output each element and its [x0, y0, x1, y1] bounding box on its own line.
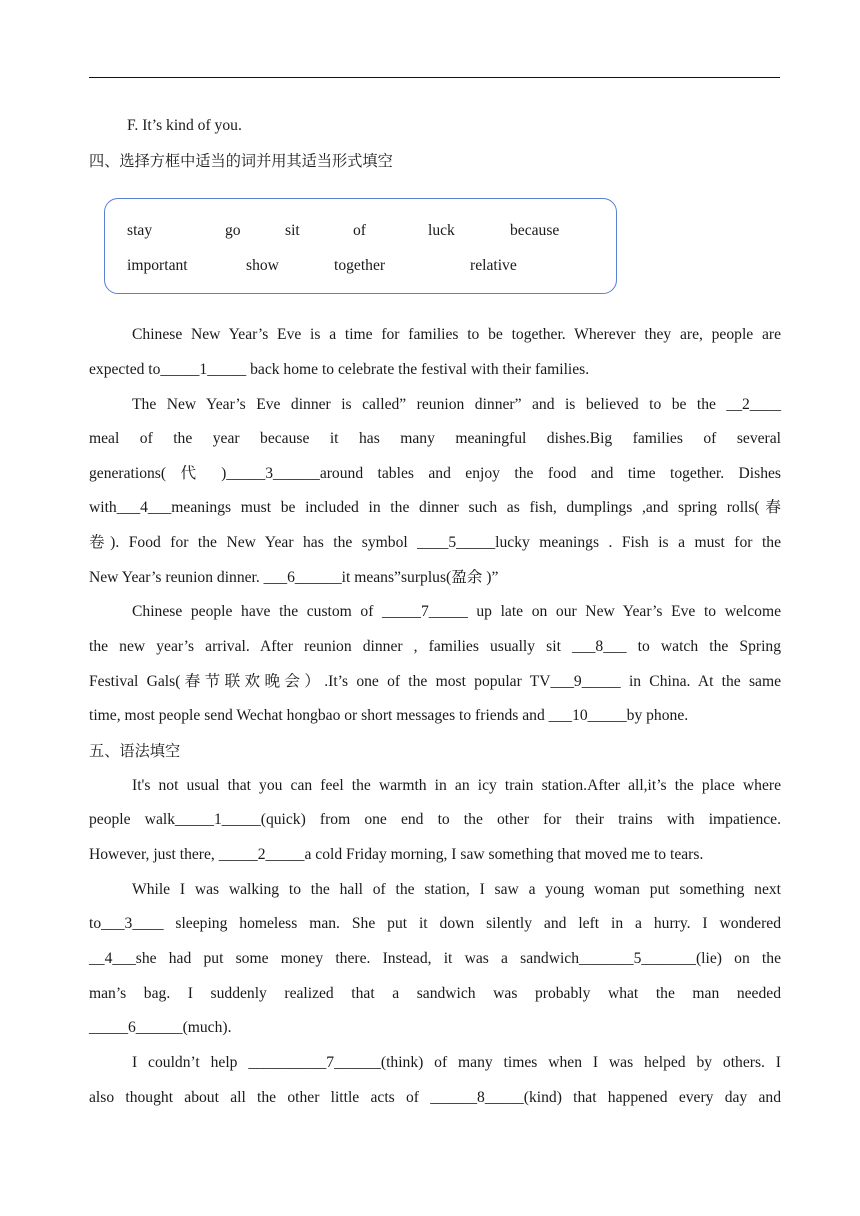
passage-4-line: 卷). Food for the New Year has the symbol ____5_____lucky meanings . Fish is a must for the: [89, 534, 781, 551]
section-4-heading: 四、选择方框中适当的词并用其适当形式填空: [89, 152, 393, 170]
passage-4-line: New Year’s reunion dinner. ___6______it means”surplus(盈余 )”: [89, 569, 499, 586]
passage-5-line: people walk_____1_____(quick) from one end to the other for their trains with impatience.: [89, 811, 781, 828]
word-box: [104, 198, 617, 294]
passage-4-line: The New Year’s Eve dinner is called” reunion dinner” and is believed to be the __2____: [132, 396, 781, 413]
word-important: important: [127, 257, 188, 274]
passage-4-line: time, most people send Wechat hongbao or short messages to friends and ___10_____by phone.: [89, 707, 689, 724]
passage-4-line: meal of the year because it has many meaningful dishes.Big families of several: [89, 430, 781, 447]
word-of: of: [353, 222, 366, 239]
passage-4-line: with___4___meanings must be included in the dinner such as fish, dumplings ,and spring rolls(春: [89, 499, 781, 516]
passage-5-line: While I was walking to the hall of the station, I saw a young woman put something next: [132, 881, 781, 898]
passage-5-line: to___3____ sleeping homeless man. She put it down silently and left in a hurry. I wondered: [89, 915, 781, 932]
word-relative: relative: [470, 257, 517, 274]
header-rule: [89, 77, 780, 78]
passage-4-line: expected to_____1_____ back home to celebrate the festival with their families.: [89, 361, 590, 378]
passage-4-line: Chinese New Year’s Eve is a time for families to be together. Wherever they are, people are: [132, 326, 781, 343]
passage-4-line: Chinese people have the custom of _____7_____ up late on our New Year’s Eve to welcome: [132, 603, 781, 620]
word-go: go: [225, 222, 241, 239]
passage-4-line: Festival Gals(春节联欢晚会）.It’s one of the most popular TV___9_____ in China. At the same: [89, 673, 781, 690]
passage-4-line: generations( 代 )_____3______around tables and enjoy the food and time together. Dishes: [89, 465, 781, 482]
word-luck: luck: [428, 222, 455, 239]
word-because: because: [510, 222, 560, 239]
word-together: together: [334, 257, 386, 274]
passage-5-line: It's not usual that you can feel the warmth in an icy train station.After all,it’s the place where: [132, 777, 781, 794]
word-stay: stay: [127, 222, 153, 239]
passage-4-line: the new year’s arrival. After reunion dinner , families usually sit ___8___ to watch the Spring: [89, 638, 781, 655]
passage-5-line: I couldn’t help __________7______(think) of many times when I was helped by others. I: [132, 1054, 781, 1071]
passage-5-line: _____6______(much).: [89, 1019, 232, 1036]
passage-5-line: __4___she had put some money there. Instead, it was a sandwich_______5_______(lie) on the: [89, 950, 781, 967]
passage-5-line: man’s bag. I suddenly realized that a sandwich was probably what the man needed: [89, 985, 781, 1002]
word-show: show: [246, 257, 279, 274]
word-sit: sit: [285, 222, 300, 239]
passage-5-line: also thought about all the other little acts of ______8_____(kind) that happened every day and: [89, 1089, 781, 1106]
passage-5-line: However, just there, _____2_____a cold Friday morning, I saw something that moved me to tears.: [89, 846, 704, 863]
option-f: F. It’s kind of you.: [127, 117, 242, 134]
section-5-heading: 五、语法填空: [89, 742, 181, 760]
